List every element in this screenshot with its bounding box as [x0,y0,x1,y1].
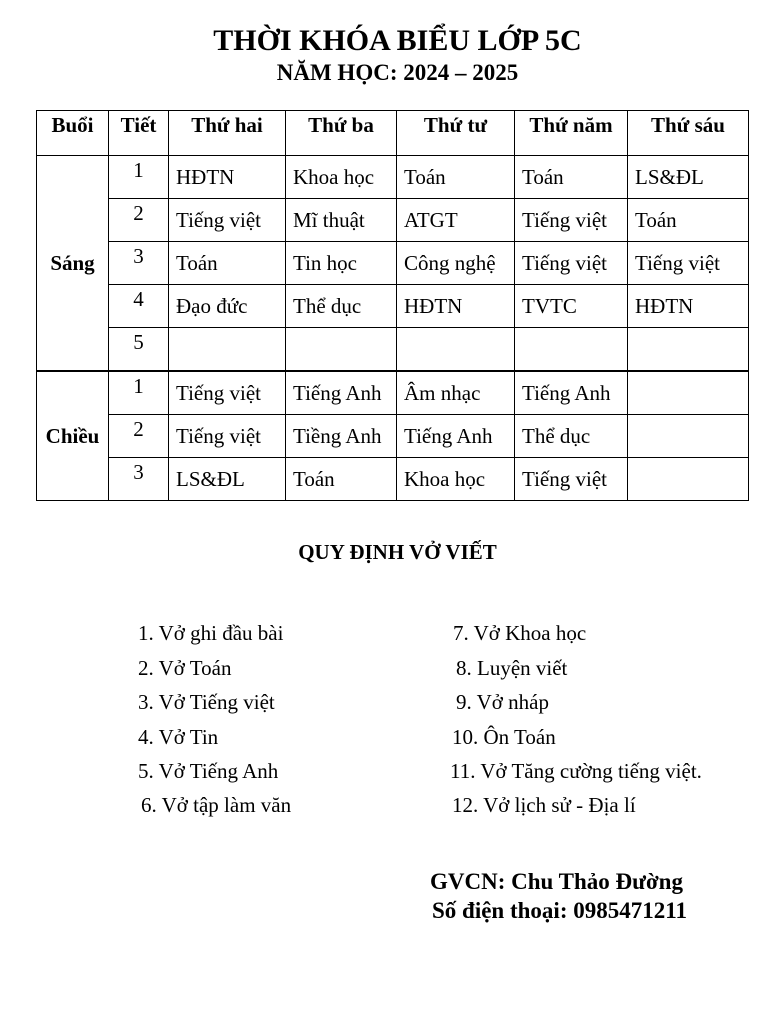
rule-item: 5. Vở Tiếng Anh [138,759,279,783]
table-row [37,458,749,501]
teacher-phone: Số điện thoại: 0985471211 [432,898,687,923]
subject-cell [628,328,749,372]
session-label: Chiều [37,371,109,501]
rule-item: 12. Vở lịch sử - Địa lí [452,793,636,817]
table-row [37,328,749,372]
subject-cell: Tiếng việt [515,199,628,242]
session-label: Sáng [37,156,109,372]
subject-cell: Tiếng việt [169,415,286,458]
subject-cell: Toán [628,199,749,242]
rule-item: 6. Vở tập làm văn [141,793,292,817]
subject-cell [169,328,286,372]
rule-item: 11. Vở Tăng cường tiếng việt. [450,759,702,783]
table-row [37,199,749,242]
subject-cell: HĐTN [397,285,515,328]
subject-cell: Tin học [286,242,397,285]
rule-item: 7. Vở Khoa học [453,621,587,645]
subject-cell: Công nghệ [397,242,515,285]
period-number: 1 [109,156,169,199]
subject-cell: Mĩ thuật [286,199,397,242]
subject-cell: Toán [169,242,286,285]
subject-cell: LS&ĐL [628,156,749,199]
period-number: 3 [109,242,169,285]
subject-cell: Tiếng việt [515,458,628,501]
subject-cell [515,328,628,372]
table-row [37,285,749,328]
subject-cell: Tiếng việt [169,371,286,415]
column-header-thursday: Thứ năm [515,111,628,156]
period-number: 2 [109,199,169,242]
period-number: 2 [109,415,169,458]
subject-cell: Toán [397,156,515,199]
subject-cell: Tiếng việt [628,242,749,285]
subject-cell: Tiềng Anh [286,415,397,458]
column-header-tuesday: Thứ ba [286,111,397,156]
subject-cell [397,328,515,372]
subject-cell: TVTC [515,285,628,328]
subject-cell: Toán [515,156,628,199]
subject-cell [628,371,749,415]
subject-cell: Đạo đức [169,285,286,328]
rule-item: 9. Vở nháp [456,690,549,714]
subject-cell [286,328,397,372]
table-row [37,156,749,199]
school-year: NĂM HỌC: 2024 – 2025 [276,60,519,85]
column-header-tiet: Tiết [109,111,169,156]
period-number: 5 [109,328,169,372]
column-header-friday: Thứ sáu [628,111,749,156]
rule-item: 2. Vở Toán [138,656,232,680]
subject-cell: Tiếng Anh [286,371,397,415]
timetable-header-row [37,111,749,156]
column-header-monday: Thứ hai [169,111,286,156]
subject-cell: Tiếng việt [169,199,286,242]
teacher-name: GVCN: Chu Thảo Đường [430,869,683,894]
subject-cell: ATGT [397,199,515,242]
subject-cell: Khoa học [286,156,397,199]
rules-title: QUY ĐỊNH VỞ VIẾT [298,540,497,564]
table-row [37,371,749,415]
rule-item: 4. Vở Tin [138,725,219,749]
subject-cell: Tiếng việt [515,242,628,285]
subject-cell: LS&ĐL [169,458,286,501]
page-title: THỜI KHÓA BIỂU LỚP 5C [213,24,582,57]
table-row [37,415,749,458]
period-number: 3 [109,458,169,501]
subject-cell: Âm nhạc [397,371,515,415]
subject-cell: Khoa học [397,458,515,501]
subject-cell [628,458,749,501]
timetable [36,110,749,501]
column-header-wednesday: Thứ tư [397,111,515,156]
subject-cell: Tiếng Anh [515,371,628,415]
rule-item: 3. Vở Tiếng việt [138,690,275,714]
rule-item: 1. Vở ghi đầu bài [138,621,284,645]
period-number: 1 [109,371,169,415]
subject-cell: HĐTN [169,156,286,199]
column-header-buoi: Buổi [37,111,109,156]
table-row [37,242,749,285]
subject-cell: Thể dục [515,415,628,458]
rule-item: 8. Luyện viết [456,656,568,680]
subject-cell: HĐTN [628,285,749,328]
subject-cell: Toán [286,458,397,501]
subject-cell: Tiếng Anh [397,415,515,458]
period-number: 4 [109,285,169,328]
rule-item: 10. Ôn Toán [452,725,556,749]
subject-cell: Thể dục [286,285,397,328]
subject-cell [628,415,749,458]
